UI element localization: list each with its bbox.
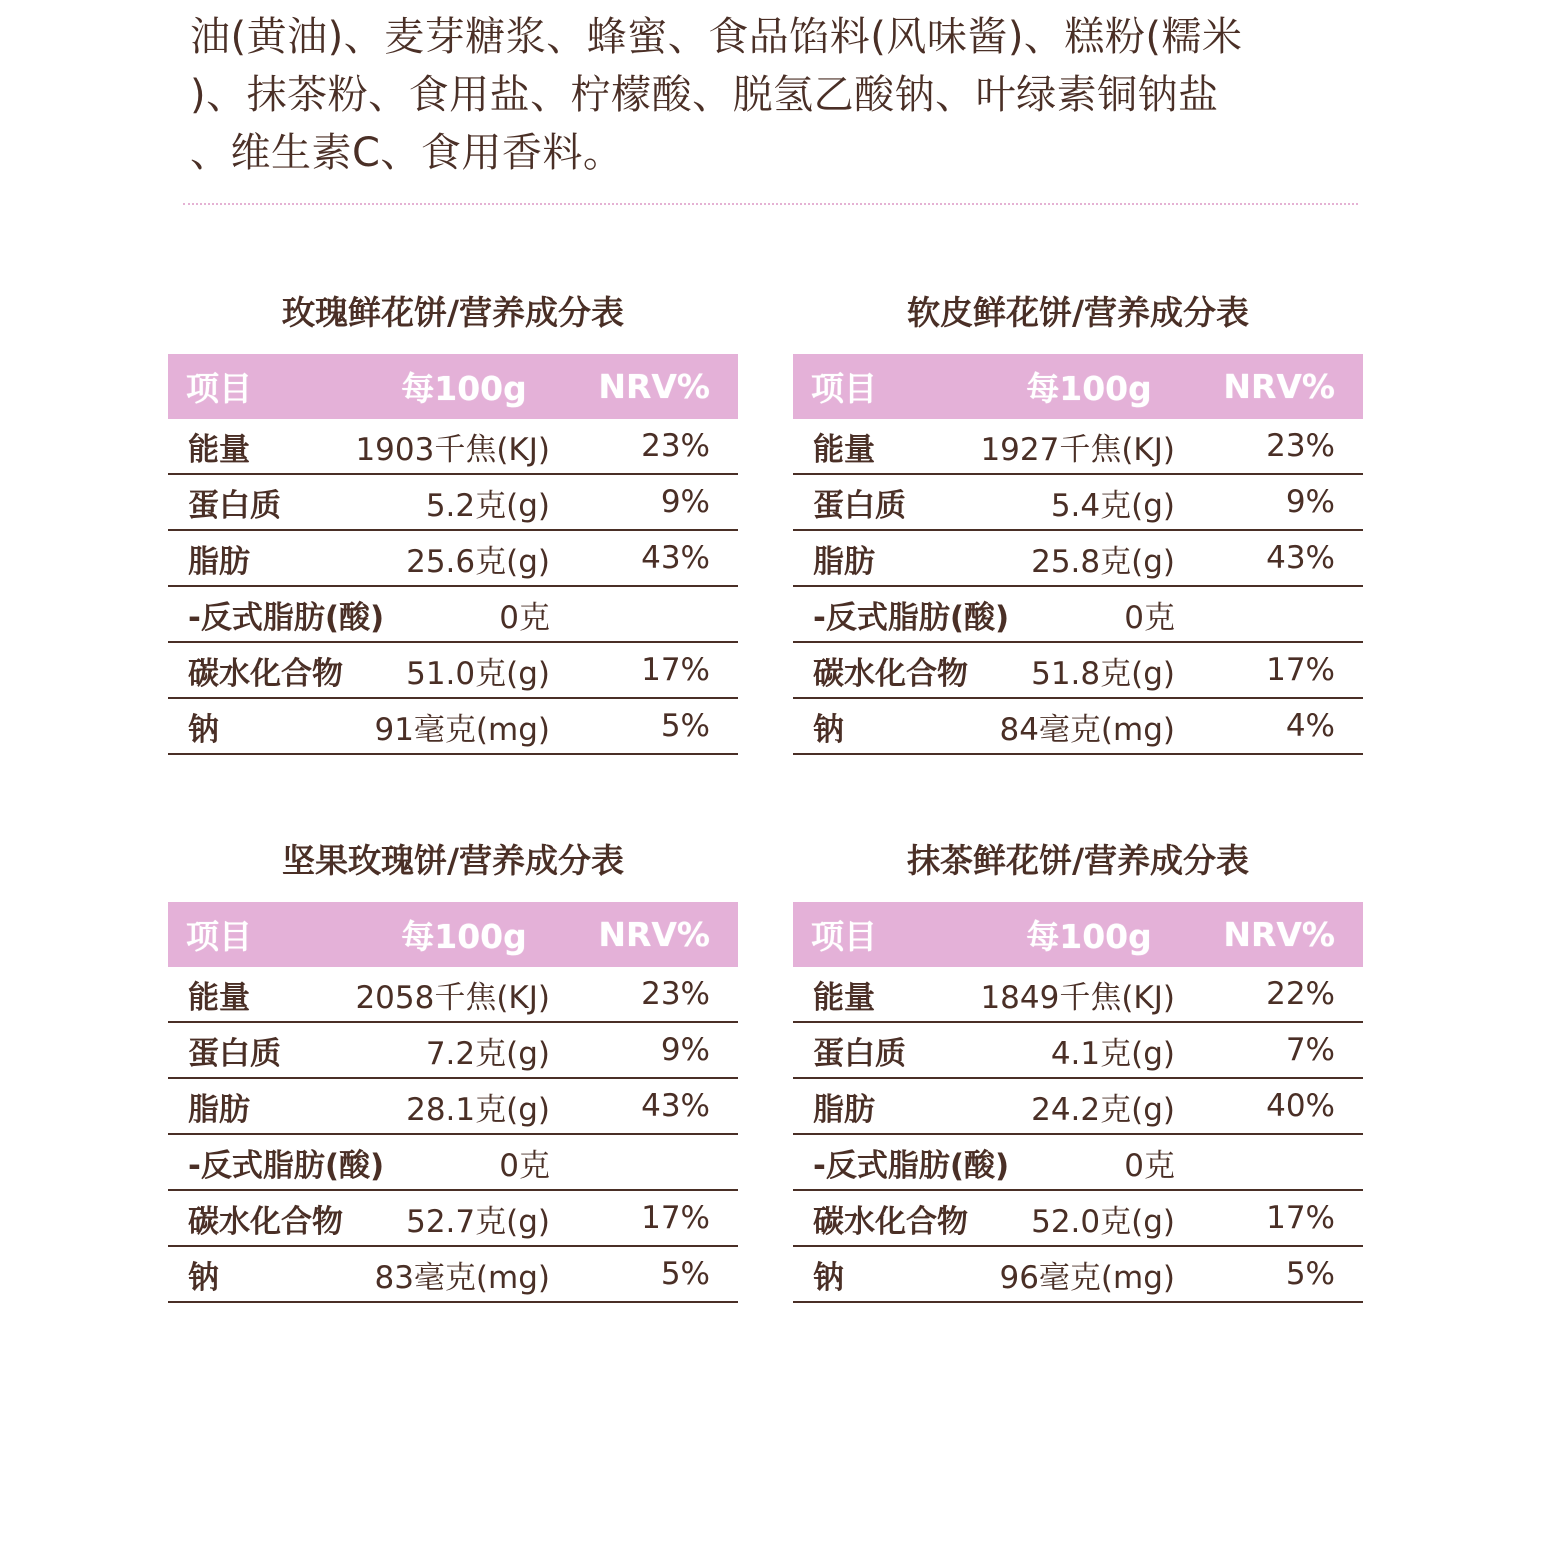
- header-item: 项目: [186, 369, 252, 408]
- row-value: 7.2克(g): [338, 1022, 550, 1078]
- table-row: [168, 967, 738, 1022]
- table-header-row: [168, 354, 738, 419]
- table-row: [168, 530, 738, 586]
- row-item: 能量: [168, 967, 338, 1022]
- row-nrv: 9%: [550, 474, 738, 530]
- table-row: [793, 474, 1363, 530]
- row-item: -反式脂肪(酸): [793, 586, 963, 642]
- row-item: 碳水化合物: [793, 1190, 963, 1246]
- table-row: [793, 698, 1363, 754]
- table-row: [793, 1134, 1363, 1190]
- nutrition-panel-rose: [168, 290, 738, 755]
- row-item: 碳水化合物: [168, 642, 338, 698]
- row-value: 52.7克(g): [338, 1190, 550, 1246]
- row-value: 0克: [338, 586, 550, 642]
- table-row: [168, 1022, 738, 1078]
- table-row: [168, 419, 738, 474]
- row-value: 83毫克(mg): [338, 1246, 550, 1302]
- row-value: 0克: [338, 1134, 550, 1190]
- header-per100g: 每100g: [401, 369, 527, 408]
- row-nrv: 5%: [550, 1246, 738, 1302]
- row-item: 钠: [793, 1246, 963, 1302]
- row-nrv: [550, 1134, 738, 1190]
- row-nrv: 9%: [550, 1022, 738, 1078]
- row-item: 能量: [793, 967, 963, 1022]
- row-nrv: 23%: [550, 419, 738, 474]
- row-nrv: 4%: [1175, 698, 1363, 754]
- nutrition-table: [168, 902, 738, 1303]
- nutrition-table: [168, 354, 738, 755]
- row-item: 碳水化合物: [168, 1190, 338, 1246]
- header-item: 项目: [811, 917, 877, 956]
- table-row: [793, 1022, 1363, 1078]
- row-item: 钠: [793, 698, 963, 754]
- row-value: 0克: [963, 1134, 1175, 1190]
- header-per100g: 每100g: [401, 917, 527, 956]
- row-value: 0克: [963, 586, 1175, 642]
- row-nrv: 17%: [1175, 1190, 1363, 1246]
- table-row: [168, 1078, 738, 1134]
- row-item: 钠: [168, 698, 338, 754]
- table-row: [793, 967, 1363, 1022]
- row-value: 1927千焦(KJ): [963, 419, 1175, 474]
- row-item: 脂肪: [168, 1078, 338, 1134]
- panel-title: 抹茶鲜花饼/营养成分表: [906, 841, 1250, 880]
- header-nrv: NRV%: [1223, 367, 1335, 406]
- row-value: 4.1克(g): [963, 1022, 1175, 1078]
- row-item: 蛋白质: [168, 474, 338, 530]
- header-nrv: NRV%: [1223, 915, 1335, 954]
- table-row: [168, 1246, 738, 1302]
- row-nrv: 17%: [550, 642, 738, 698]
- row-item: 蛋白质: [793, 474, 963, 530]
- ingredients-text: 油(黄油)、麦芽糖浆、蜂蜜、食品馅料(风味酱)、糕粉(糯米 )、抹茶粉、食用盐、柠檬酸、脱氢乙酸钠、叶绿素铜钠盐 、维生素C、食用香料。: [190, 14, 1243, 176]
- row-nrv: 22%: [1175, 967, 1363, 1022]
- row-value: 5.4克(g): [963, 474, 1175, 530]
- header-item: 项目: [811, 369, 877, 408]
- row-nrv: [1175, 586, 1363, 642]
- row-item: 蛋白质: [793, 1022, 963, 1078]
- row-item: 能量: [168, 419, 338, 474]
- table-row: [793, 419, 1363, 474]
- table-row: [168, 642, 738, 698]
- row-nrv: 23%: [1175, 419, 1363, 474]
- row-value: 52.0克(g): [963, 1190, 1175, 1246]
- row-item: 蛋白质: [168, 1022, 338, 1078]
- table-row: [168, 474, 738, 530]
- table-header-row: [793, 354, 1363, 419]
- table-header-row: [793, 902, 1363, 967]
- row-value: 28.1克(g): [338, 1078, 550, 1134]
- row-nrv: 23%: [550, 967, 738, 1022]
- row-item: 能量: [793, 419, 963, 474]
- row-value: 91毫克(mg): [338, 698, 550, 754]
- row-value: 5.2克(g): [338, 474, 550, 530]
- row-value: 2058千焦(KJ): [338, 967, 550, 1022]
- row-value: 96毫克(mg): [963, 1246, 1175, 1302]
- row-value: 24.2克(g): [963, 1078, 1175, 1134]
- row-item: -反式脂肪(酸): [168, 586, 338, 642]
- row-value: 25.8克(g): [963, 530, 1175, 586]
- table-row: [793, 586, 1363, 642]
- row-nrv: 43%: [550, 1078, 738, 1134]
- row-nrv: 9%: [1175, 474, 1363, 530]
- row-value: 1849千焦(KJ): [963, 967, 1175, 1022]
- panel-title: 玫瑰鲜花饼/营养成分表: [281, 293, 625, 332]
- table-row: [168, 1134, 738, 1190]
- panel-title: 坚果玫瑰饼/营养成分表: [281, 841, 625, 880]
- table-row: [793, 642, 1363, 698]
- table-header-row: [168, 902, 738, 967]
- row-item: 脂肪: [793, 530, 963, 586]
- header-per100g: 每100g: [1026, 369, 1152, 408]
- row-nrv: 5%: [550, 698, 738, 754]
- row-item: 脂肪: [168, 530, 338, 586]
- row-nrv: [1175, 1134, 1363, 1190]
- table-row: [168, 698, 738, 754]
- section-divider: [183, 203, 1358, 205]
- row-item: 脂肪: [793, 1078, 963, 1134]
- row-nrv: 40%: [1175, 1078, 1363, 1134]
- table-row: [793, 1246, 1363, 1302]
- table-row: [793, 1078, 1363, 1134]
- row-value: 51.8克(g): [963, 642, 1175, 698]
- row-item: -反式脂肪(酸): [168, 1134, 338, 1190]
- row-item: 钠: [168, 1246, 338, 1302]
- header-nrv: NRV%: [598, 915, 710, 954]
- table-row: [168, 586, 738, 642]
- row-value: 51.0克(g): [338, 642, 550, 698]
- row-nrv: 7%: [1175, 1022, 1363, 1078]
- nutrition-panel-nut: [168, 838, 738, 1303]
- row-value: 84毫克(mg): [963, 698, 1175, 754]
- panel-title: 软皮鲜花饼/营养成分表: [906, 293, 1250, 332]
- table-row: [793, 530, 1363, 586]
- row-nrv: [550, 586, 738, 642]
- nutrition-table: [793, 902, 1363, 1303]
- row-nrv: 17%: [1175, 642, 1363, 698]
- table-row: [168, 1190, 738, 1246]
- nutrition-panel-soft: [793, 290, 1363, 755]
- row-nrv: 5%: [1175, 1246, 1363, 1302]
- table-row: [793, 1190, 1363, 1246]
- header-per100g: 每100g: [1026, 917, 1152, 956]
- row-item: 碳水化合物: [793, 642, 963, 698]
- nutrition-panel-matcha: [793, 838, 1363, 1303]
- header-item: 项目: [186, 917, 252, 956]
- row-value: 25.6克(g): [338, 530, 550, 586]
- row-nrv: 17%: [550, 1190, 738, 1246]
- row-value: 1903千焦(KJ): [338, 419, 550, 474]
- row-item: -反式脂肪(酸): [793, 1134, 963, 1190]
- row-nrv: 43%: [1175, 530, 1363, 586]
- nutrition-table: [793, 354, 1363, 755]
- row-nrv: 43%: [550, 530, 738, 586]
- header-nrv: NRV%: [598, 367, 710, 406]
